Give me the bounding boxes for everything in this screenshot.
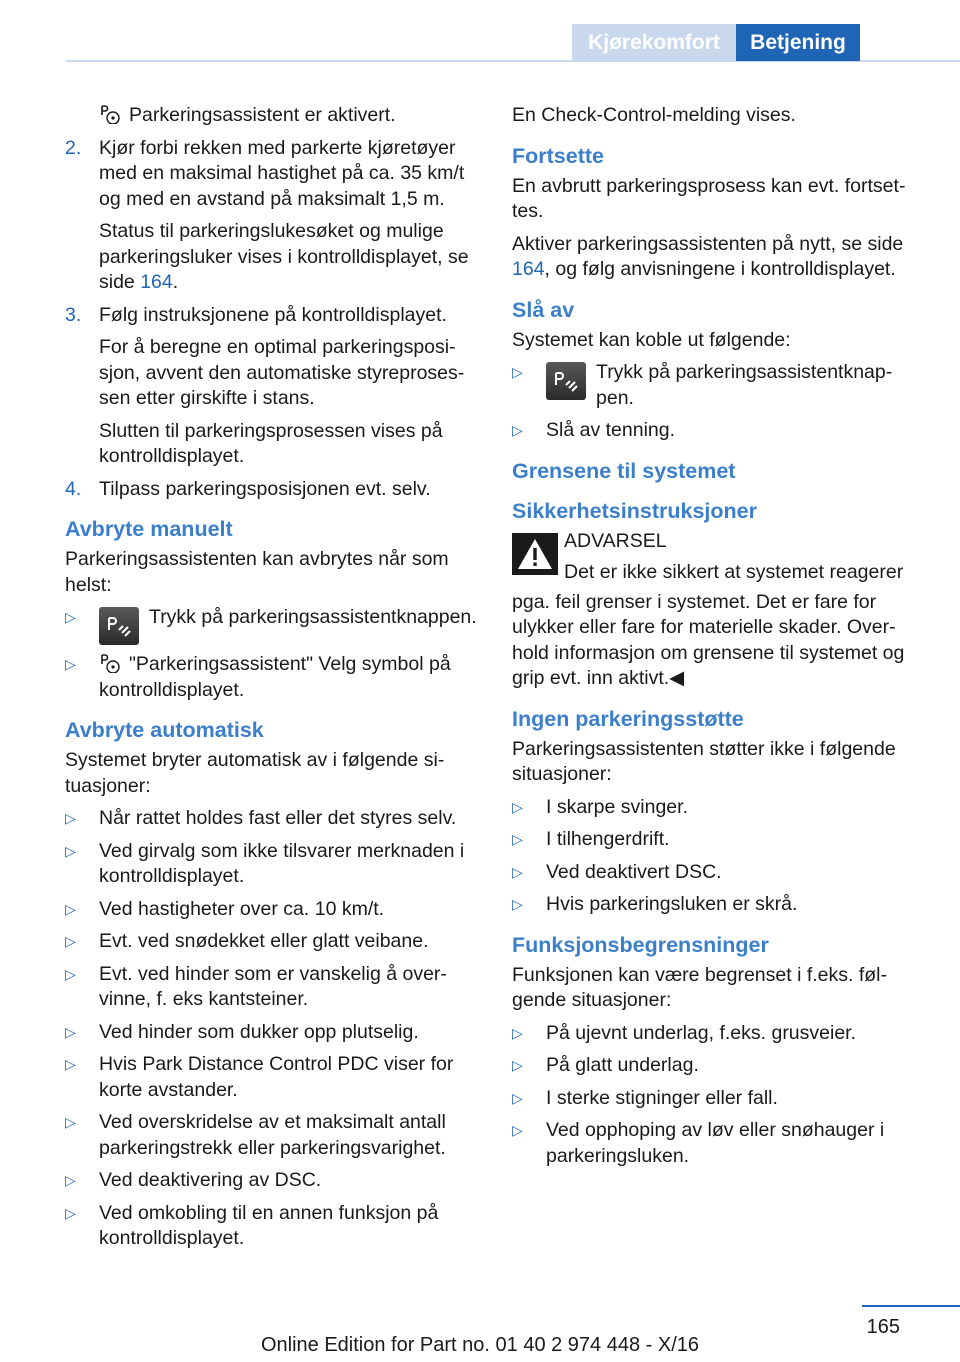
list-item xyxy=(65,839,480,890)
triangle-right-icon: ▷ xyxy=(512,1057,523,1073)
step-number: 4. xyxy=(65,477,82,500)
section-intro: Funksjonen kan være begrenset i f.eks. følgende situasjoner: xyxy=(512,963,888,1011)
list-item xyxy=(65,1052,480,1103)
step-2-detail-end: . xyxy=(172,271,179,293)
triangle-right-icon: ▷ xyxy=(65,810,76,826)
list-item xyxy=(65,962,480,1013)
step-3 xyxy=(65,303,480,329)
section-intro: Parkeringsassistenten kan avbrytes når som helst: xyxy=(65,548,449,596)
parking-assistant-symbol-icon xyxy=(99,653,123,673)
page-link[interactable]: 164 xyxy=(512,258,545,280)
step-2-detail xyxy=(65,219,480,296)
warning-text: pga. feil grenser i systemet. Det er fare for ulykker eller fare for materielle skader. Overhold informasjon om grensene til systemet og grip evt. inn aktivt.◀ xyxy=(512,590,905,689)
step-text: Følg instruksjonene på kontrolldisplayet. xyxy=(99,303,447,326)
list-item-text: Ved opphoping av løv eller snøhauger i parkeringsluken. xyxy=(546,1119,885,1167)
step-text: Kjør forbi rekken med parkerte kjøretøyer med en maksimal hastighet på ca. 35 km/t og med en avstand på maksimalt 1,5 m. xyxy=(99,136,465,210)
step-2 xyxy=(65,136,480,213)
list-item xyxy=(512,827,922,853)
step-2-detail-text: Status til parkeringslukesøket og mulige parkeringsluker vises i kontrolldisplayet, se side xyxy=(99,220,469,293)
list-item-text: Ved omkobling til en annen funksjon på kontrolldisplayet. xyxy=(99,1201,439,1249)
list-item xyxy=(512,1053,922,1079)
triangle-right-icon: ▷ xyxy=(65,1204,76,1221)
check-control-line: En Check-Control-melding vises. xyxy=(512,104,796,126)
page-link[interactable]: 164 xyxy=(140,271,173,293)
list-item-text: På ujevnt underlag, f.eks. grusveier. xyxy=(546,1021,857,1044)
warning-block xyxy=(512,529,922,586)
list-item xyxy=(65,1020,480,1046)
left-column xyxy=(65,103,480,1259)
step-number: 3. xyxy=(65,303,82,326)
list-item xyxy=(512,1021,922,1047)
step-number: 2. xyxy=(65,136,82,159)
section-intro: Parkeringsassistenten støtter ikke i følgende situasjoner: xyxy=(512,737,896,785)
list-item-text: Ved hastigheter over ca. 10 km/t. xyxy=(99,897,385,920)
paragraph-text: Aktiver parkeringsassistenten på nytt, se side xyxy=(512,232,904,255)
triangle-right-icon: ▷ xyxy=(65,1172,76,1188)
section-intro: Systemet kan koble ut følgende: xyxy=(512,328,791,351)
list-item-text: I tilhengerdrift. xyxy=(546,828,670,850)
step-3-detail-2: Slutten til parkeringsprosessen vises på kontrolldisplayet. xyxy=(99,419,443,467)
intro-text: Parkeringsassistent er aktivert. xyxy=(129,104,396,126)
list-item-text: Ved deaktivert DSC. xyxy=(546,860,722,883)
step-3-detail-1: For å beregne en optimal parkeringsposisjon, avvent den automatiske styreprosessen etter girskifte i stans. xyxy=(99,336,465,409)
parking-assistant-button-icon xyxy=(99,607,139,645)
section-heading-funksjon: Funksjonsbegrensninger xyxy=(512,932,769,957)
triangle-right-icon: ▷ xyxy=(512,831,523,847)
list-item xyxy=(65,1168,480,1194)
list-item-text: Når rattet holdes fast eller det styres selv. xyxy=(99,807,457,829)
list-item-text: Hvis parkeringsluken er skrå. xyxy=(546,893,798,915)
list-item-text: Ved hinder som dukker opp plutselig. xyxy=(99,1020,419,1043)
triangle-right-icon: ▷ xyxy=(65,842,76,859)
list-item xyxy=(512,795,922,821)
list-item-text: Ved girvalg som ikke tilsvarer merknaden i kontrolldisplayet. xyxy=(99,839,465,887)
section-heading-sikkerhet: Sikkerhetsinstruksjoner xyxy=(512,498,757,523)
right-column xyxy=(512,103,922,1176)
bullet-text: Trykk på parkeringsassistentknappen. xyxy=(149,606,477,628)
bullet-text: Slå av tenning. xyxy=(546,419,676,441)
footer-rule xyxy=(862,1305,960,1307)
parking-assistant-symbol-icon xyxy=(99,104,123,124)
list-item xyxy=(512,892,922,918)
triangle-right-icon: ▷ xyxy=(65,900,76,917)
footer-edition: Online Edition for Part no. 01 40 2 974 448 - X/16 xyxy=(260,1334,700,1356)
step-text: Tilpass parkeringsposisjonen evt. selv. xyxy=(99,477,431,500)
triangle-right-icon: ▷ xyxy=(512,1122,523,1138)
list-item xyxy=(65,806,480,832)
page-number: 165 xyxy=(866,1316,900,1338)
list-item xyxy=(512,1086,922,1112)
warning-line-1: Det er ikke sikkert at systemet reagerer xyxy=(564,561,904,583)
triangle-right-icon: ▷ xyxy=(65,609,76,625)
list-item xyxy=(65,1201,480,1252)
list-item-text: På glatt underlag. xyxy=(546,1054,699,1076)
step-4 xyxy=(65,477,480,503)
list-item xyxy=(512,1118,922,1169)
list-item xyxy=(65,929,480,955)
step-intro xyxy=(65,103,480,129)
section-heading-avbryte-automatisk: Avbryte automatisk xyxy=(65,718,264,742)
list-item-text: Hvis Park Distance Control PDC viser for korte avstander. xyxy=(99,1053,454,1101)
paragraph: En avbrutt parkeringsprosess kan evt. fortsettes. xyxy=(512,174,906,222)
triangle-right-icon: ▷ xyxy=(512,798,523,815)
triangle-right-icon: ▷ xyxy=(512,364,523,380)
triangle-right-icon: ▷ xyxy=(65,1056,76,1072)
paragraph xyxy=(512,232,922,283)
bullet-text: Trykk på parkeringsassistentknappen. xyxy=(596,361,893,409)
list-item-text: I skarpe svinger. xyxy=(546,795,688,818)
triangle-right-icon: ▷ xyxy=(512,422,523,438)
section-intro: Systemet bryter automatisk av i følgende situasjoner: xyxy=(65,749,445,797)
paragraph-text-end: , og følg anvisningene i kontrolldisplayet. xyxy=(544,258,896,280)
list-item xyxy=(512,860,922,886)
section-heading-ingen: Ingen parkeringsstøtte xyxy=(512,706,744,731)
bullet-text: "Parkeringsassistent" Velg symbol på kontrolldisplayet. xyxy=(99,653,451,701)
triangle-right-icon: ▷ xyxy=(512,1089,523,1106)
triangle-right-icon: ▷ xyxy=(512,896,523,912)
triangle-right-icon: ▷ xyxy=(65,656,76,672)
list-item xyxy=(65,897,480,923)
list-item xyxy=(65,1110,480,1161)
list-item-text: Ved deaktivering av DSC. xyxy=(99,1169,322,1191)
bullet-item xyxy=(512,418,922,444)
triangle-right-icon: ▷ xyxy=(65,933,76,949)
section-heading-sla-av: Slå av xyxy=(512,297,575,322)
parking-assistant-button-icon xyxy=(546,362,586,400)
section-heading-fortsette: Fortsette xyxy=(512,143,604,168)
triangle-right-icon: ▷ xyxy=(65,1114,76,1130)
header-tab-active: Betjening xyxy=(736,24,860,61)
triangle-right-icon: ▷ xyxy=(512,1024,523,1041)
triangle-right-icon: ▷ xyxy=(65,965,76,982)
section-heading-grensene: Grensene til systemet xyxy=(512,458,736,483)
warning-title: ADVARSEL xyxy=(564,529,667,552)
list-item-text: Ved overskridelse av et maksimalt antall parkeringstrekk eller parkeringsvarighet. xyxy=(99,1111,446,1159)
triangle-right-icon: ▷ xyxy=(65,1023,76,1040)
bullet-item xyxy=(65,605,480,645)
list-item-text: Evt. ved snødekket eller glatt veibane. xyxy=(99,930,429,952)
list-item-text: Evt. ved hinder som er vanskelig å overvinne, f. eks kantsteiner. xyxy=(99,962,447,1010)
bullet-item xyxy=(512,360,922,411)
auto-list xyxy=(65,806,480,1252)
section-heading-avbryte-manuelt: Avbryte manuelt xyxy=(65,517,233,541)
list-item-text: I sterke stigninger eller fall. xyxy=(546,1086,778,1109)
header-tab-section: Kjørekomfort xyxy=(572,24,736,61)
triangle-right-icon: ▷ xyxy=(512,863,523,880)
bullet-item xyxy=(65,652,480,703)
warning-triangle-icon xyxy=(512,533,558,575)
